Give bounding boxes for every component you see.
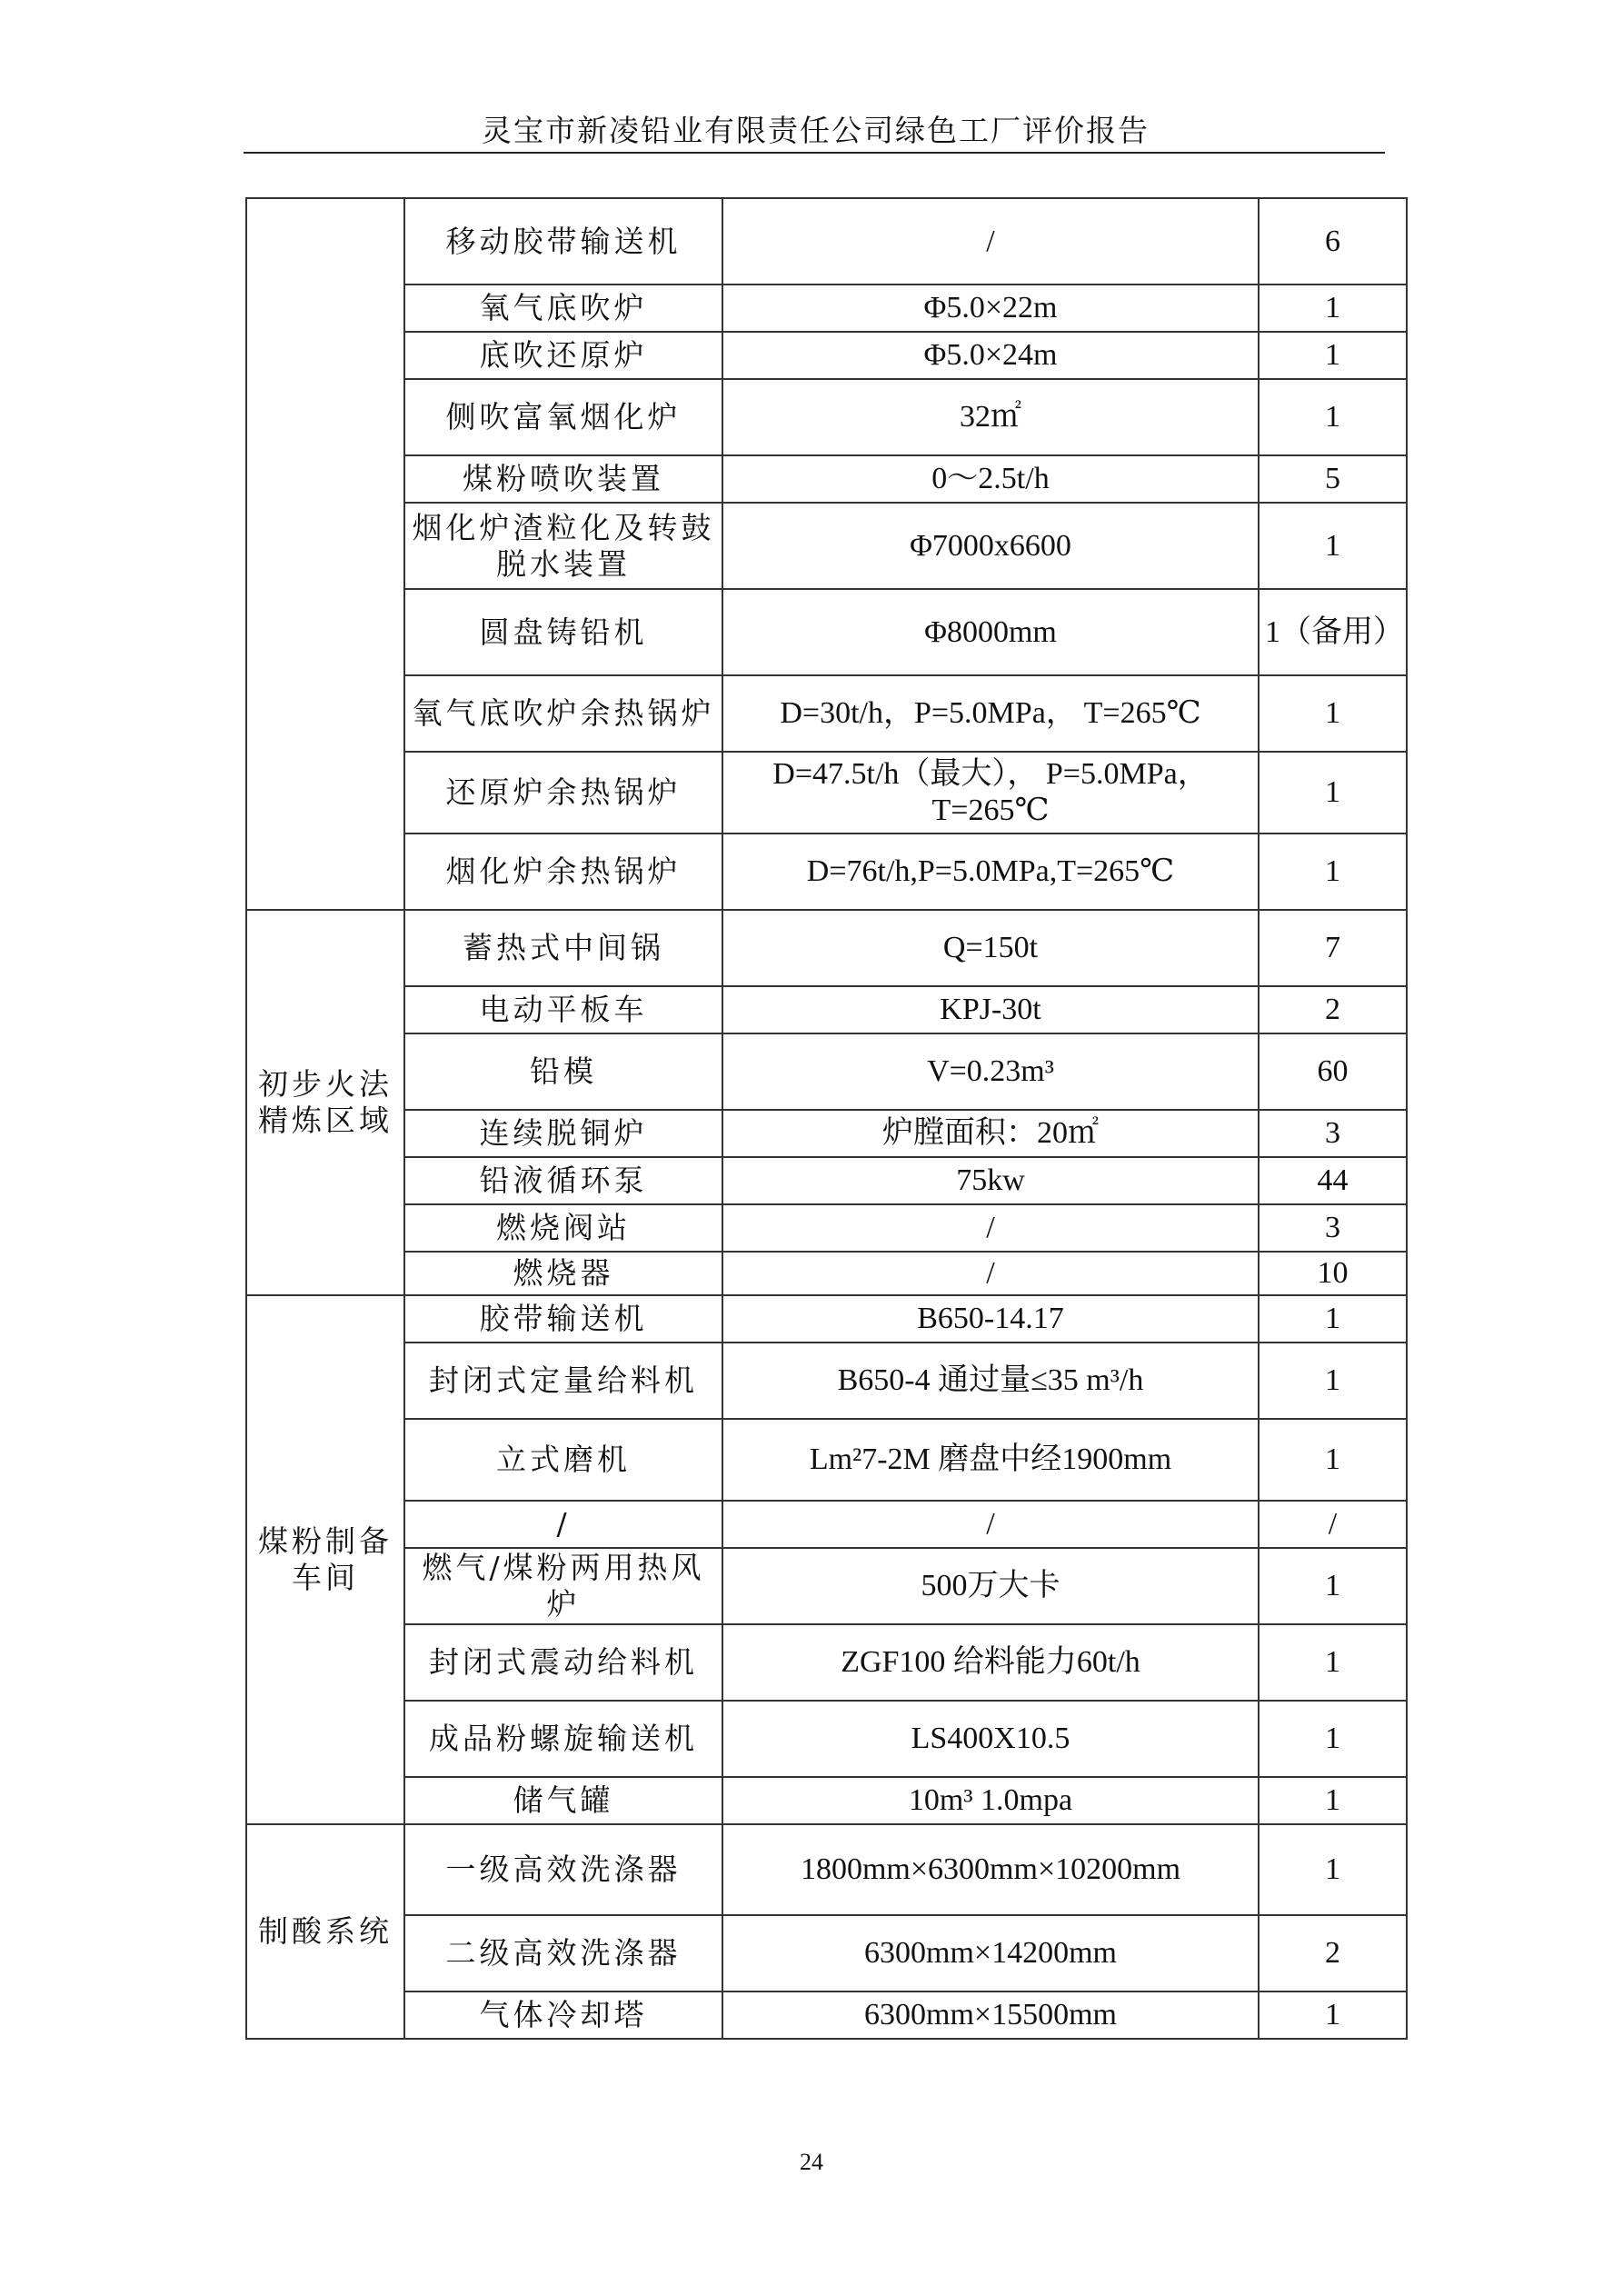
table-row [246, 1110, 1407, 1157]
qty-cell: 7 [1259, 910, 1407, 986]
table-row [246, 1419, 1407, 1501]
spec-cell: / [722, 1501, 1259, 1548]
qty-cell: 44 [1259, 1157, 1407, 1204]
table-row [246, 379, 1407, 455]
table-row [246, 589, 1407, 675]
area-cell [246, 198, 404, 910]
table-row [246, 1701, 1407, 1777]
area-cell: 初步火法精炼区域 [246, 910, 404, 1295]
table-row [246, 503, 1407, 589]
qty-cell: 1（备用） [1259, 589, 1407, 675]
table-row [246, 1252, 1407, 1295]
header-divider [244, 152, 1385, 154]
table-row [246, 1777, 1407, 1824]
spec-cell: Φ7000x6600 [722, 503, 1259, 589]
name-cell: 烟化炉余热锅炉 [404, 834, 722, 910]
qty-cell: 1 [1259, 1295, 1407, 1343]
table-row [246, 1033, 1407, 1110]
spec-cell: V=0.23m³ [722, 1033, 1259, 1110]
qty-cell: 1 [1259, 1343, 1407, 1419]
page-header-title: 灵宝市新凌铅业有限责任公司绿色工厂评价报告 [482, 113, 1150, 148]
qty-cell: 3 [1259, 1110, 1407, 1157]
qty-cell: 1 [1259, 332, 1407, 379]
spec-cell: B650-4 通过量≤35 m³/h [722, 1343, 1259, 1419]
name-cell: 还原炉余热锅炉 [404, 752, 722, 834]
spec-cell: Lm²7-2M 磨盘中经1900mm [722, 1419, 1259, 1501]
table-row [246, 675, 1407, 752]
name-cell: 蓄热式中间锅 [404, 910, 722, 986]
spec-cell: B650-14.17 [722, 1295, 1259, 1343]
spec-cell: D=30t/h，P=5.0MPa， T=265℃ [722, 675, 1259, 752]
spec-cell: 1800mm×6300mm×10200mm [722, 1824, 1259, 1915]
name-cell: 成品粉螺旋输送机 [404, 1701, 722, 1777]
qty-cell: 2 [1259, 986, 1407, 1033]
name-cell: 储气罐 [404, 1777, 722, 1824]
spec-cell: Q=150t [722, 910, 1259, 986]
table-row [246, 455, 1407, 503]
qty-cell: 1 [1259, 503, 1407, 589]
spec-cell: D=47.5t/h（最大）， P=5.0MPa，T=265℃ [722, 752, 1259, 834]
name-cell: 煤粉喷吹装置 [404, 455, 722, 503]
spec-cell: / [722, 1252, 1259, 1295]
name-cell: 氧气底吹炉余热锅炉 [404, 675, 722, 752]
qty-cell: / [1259, 1501, 1407, 1548]
spec-cell: 6300mm×14200mm [722, 1915, 1259, 1992]
table-row [246, 198, 1407, 285]
name-cell: 铅液循环泵 [404, 1157, 722, 1204]
qty-cell: 1 [1259, 1548, 1407, 1624]
table-row [246, 1295, 1407, 1343]
qty-cell: 2 [1259, 1915, 1407, 1992]
spec-cell: D=76t/h,P=5.0MPa,T=265℃ [722, 834, 1259, 910]
spec-cell: Φ5.0×22m [722, 285, 1259, 332]
qty-cell: 1 [1259, 1419, 1407, 1501]
qty-cell: 1 [1259, 1701, 1407, 1777]
qty-cell: 1 [1259, 379, 1407, 455]
name-cell: 烟化炉渣粒化及转鼓脱水装置 [404, 503, 722, 589]
spec-cell: 炉膛面积：20㎡ [722, 1110, 1259, 1157]
name-cell: 燃烧阀站 [404, 1204, 722, 1252]
qty-cell: 6 [1259, 198, 1407, 285]
name-cell: 底吹还原炉 [404, 332, 722, 379]
name-cell: 封闭式震动给料机 [404, 1624, 722, 1701]
table-row [246, 1548, 1407, 1624]
table-row [246, 285, 1407, 332]
qty-cell: 10 [1259, 1252, 1407, 1295]
spec-cell: 10m³ 1.0mpa [722, 1777, 1259, 1824]
table-row [246, 1343, 1407, 1419]
name-cell: / [404, 1501, 722, 1548]
spec-cell: 6300mm×15500mm [722, 1992, 1259, 2039]
name-cell: 气体冷却塔 [404, 1992, 722, 2039]
spec-cell: / [722, 1204, 1259, 1252]
table-row [246, 1204, 1407, 1252]
qty-cell: 1 [1259, 1624, 1407, 1701]
equipment-table [245, 197, 1408, 2040]
name-cell: 立式磨机 [404, 1419, 722, 1501]
spec-cell: LS400X10.5 [722, 1701, 1259, 1777]
name-cell: 侧吹富氧烟化炉 [404, 379, 722, 455]
name-cell: 胶带输送机 [404, 1295, 722, 1343]
equipment-table-body [246, 198, 1407, 2039]
name-cell: 电动平板车 [404, 986, 722, 1033]
qty-cell: 1 [1259, 752, 1407, 834]
spec-cell: Φ8000mm [722, 589, 1259, 675]
name-cell: 圆盘铸铅机 [404, 589, 722, 675]
qty-cell: 5 [1259, 455, 1407, 503]
name-cell: 铅模 [404, 1033, 722, 1110]
name-cell: 燃烧器 [404, 1252, 722, 1295]
page-number: 24 [800, 2149, 823, 2175]
qty-cell: 3 [1259, 1204, 1407, 1252]
spec-cell: Φ5.0×24m [722, 332, 1259, 379]
area-cell: 制酸系统 [246, 1824, 404, 2039]
name-cell: 封闭式定量给料机 [404, 1343, 722, 1419]
qty-cell: 1 [1259, 1992, 1407, 2039]
qty-cell: 1 [1259, 285, 1407, 332]
spec-cell: 75kw [722, 1157, 1259, 1204]
table-row [246, 910, 1407, 986]
name-cell: 一级高效洗涤器 [404, 1824, 722, 1915]
spec-cell: ZGF100 给料能力60t/h [722, 1624, 1259, 1701]
name-cell: 连续脱铜炉 [404, 1110, 722, 1157]
table-row [246, 1624, 1407, 1701]
name-cell: 二级高效洗涤器 [404, 1915, 722, 1992]
table-row [246, 986, 1407, 1033]
table-row [246, 752, 1407, 834]
name-cell: 燃气/煤粉两用热风炉 [404, 1548, 722, 1624]
table-row [246, 1915, 1407, 1992]
qty-cell: 1 [1259, 675, 1407, 752]
spec-cell: / [722, 198, 1259, 285]
table-row [246, 1157, 1407, 1204]
spec-cell: KPJ-30t [722, 986, 1259, 1033]
qty-cell: 1 [1259, 1777, 1407, 1824]
table-row [246, 1824, 1407, 1915]
spec-cell: 500万大卡 [722, 1548, 1259, 1624]
name-cell: 氧气底吹炉 [404, 285, 722, 332]
table-row [246, 332, 1407, 379]
qty-cell: 1 [1259, 1824, 1407, 1915]
qty-cell: 1 [1259, 834, 1407, 910]
spec-cell: 32㎡ [722, 379, 1259, 455]
table-row [246, 834, 1407, 910]
table-row [246, 1501, 1407, 1548]
spec-cell: 0～2.5t/h [722, 455, 1259, 503]
area-cell: 煤粉制备车间 [246, 1295, 404, 1824]
table-row [246, 1992, 1407, 2039]
name-cell: 移动胶带输送机 [404, 198, 722, 285]
qty-cell: 60 [1259, 1033, 1407, 1110]
